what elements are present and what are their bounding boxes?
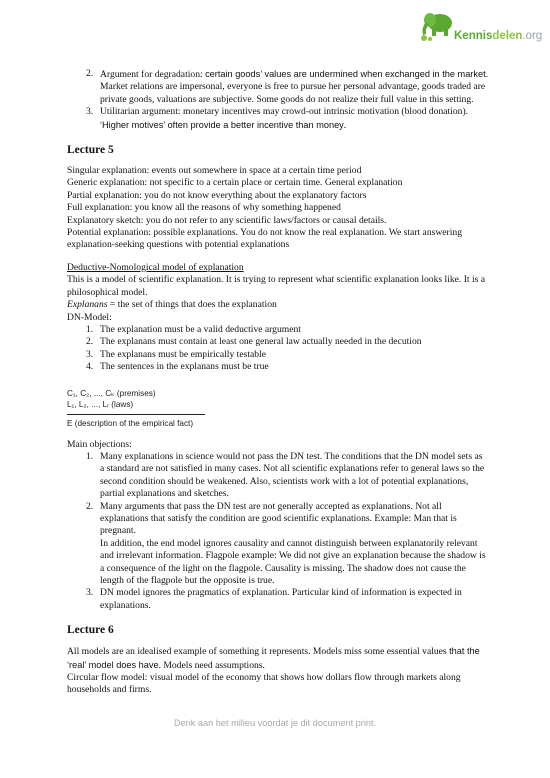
explanans-definition: Explanans = the set of things that does the explanation <box>67 299 277 311</box>
list-item: 3. Utilitarian argument: monetary incentives may crowd-out intrinsic motivation (blood donation). ‘Higher motives’ often provide a better incentive than money. <box>86 106 469 131</box>
dn-section-title: Deductive-Nomological model of explanation <box>67 261 244 273</box>
definition-line: Potential explanation: possible explanations. You do not know the real explanation. We start answering explanation-seeking questions with potential explanations <box>67 227 462 251</box>
dn-model-label: DN-Model: <box>67 311 112 323</box>
list-item: 3. DN model ignores the pragmatics of explanation. Particular kind of information is expected in explanations. <box>86 587 462 611</box>
lecture-5-heading: Lecture 5 <box>67 144 114 157</box>
list-item: 1. Many explanations in science would not pass the DN test. The conditions that the DN model sets as a standard are not satisfied in many cases. Not all scientific explanations refer to general laws so the second condition should be weakened. Also, scientists work with a lot of potential explanations, partial explanations and sketches. <box>86 450 485 500</box>
dn-intro: This is a model of scientific explanation. It is trying to represent what scientific explanation looks like. It is a philosophical model. <box>67 274 486 298</box>
dn-conditions-list <box>67 324 489 374</box>
list-item: 1. The explanation must be a valid deductive argument <box>86 323 301 335</box>
formula-divider <box>67 414 205 415</box>
list-item: 4. The sentences in the explanans must be true <box>86 361 269 373</box>
kennisdelen-logo[interactable] <box>418 8 543 50</box>
definition-line: Full explanation: you know all the reasons of why something happened <box>67 202 341 214</box>
definition-line: Partial explanation: you do not know everything about the explanatory factors <box>67 189 367 201</box>
document-body <box>67 68 489 697</box>
list-item: 2. The explanans must contain at least one general law actually needed in the decution <box>86 336 422 348</box>
dn-formula: C₁, C₂, ..., Cₖ (premises) L₁, L₂, ..., Lᵣ (laws) E (description of the empirical fact) <box>67 388 205 429</box>
objections-label: Main objections: <box>67 438 132 450</box>
logo-wordmark: Kennisdelen.org <box>454 30 543 42</box>
definition-line: Singular explanation: events out somewhere in space at a certain time period <box>67 165 362 177</box>
definition-line: Generic explanation: not specific to a certain place or certain time. General explanation <box>67 177 403 189</box>
argument-list <box>67 68 489 132</box>
elephant-icon <box>418 8 458 44</box>
list-item: 3. The explanans must be empirically testable <box>86 348 266 360</box>
list-item: 2. Argument for degradation: certain goods’ values are undermined when exchanged in the market. Market relations are impersonal, everyone is free to pursue her personal advantage, goods traded are private goods, valuations are subjective. Some goods do not realize their full value in this setting. <box>86 68 489 105</box>
definition-line: Explanatory sketch: you do not refer to any scientific laws/factors or causal details. <box>67 214 387 226</box>
list-item: 2. Many arguments that pass the DN test are not generally accepted as explanations. Not all explanations that satisfy the condition are good scientific explanations. Example: Man that is pregnant. In addition, the end model ignores causality and cannot distinguish between explanatorily relevant and irrelevant information. Flagpole example: We did not give an explanation because the shadow is a consequence of the light on the flagpole. Causality is missing. The shadow does not cause the length of the flagpole but the opposite is true. <box>86 500 486 586</box>
objections-list <box>67 451 489 612</box>
lecture-6-heading: Lecture 6 <box>67 624 114 637</box>
models-paragraph: All models are an idealised example of something it represents. Models miss some essential values that the ‘real’ model does have. Models need assumptions. <box>67 646 480 671</box>
footer-note: Denk aan het milieu voordat je dit document print. <box>173 718 377 728</box>
circular-flow-paragraph: Circular flow model: visual model of the economy that shows how dollars flow through markets along households and firms. <box>67 672 461 696</box>
